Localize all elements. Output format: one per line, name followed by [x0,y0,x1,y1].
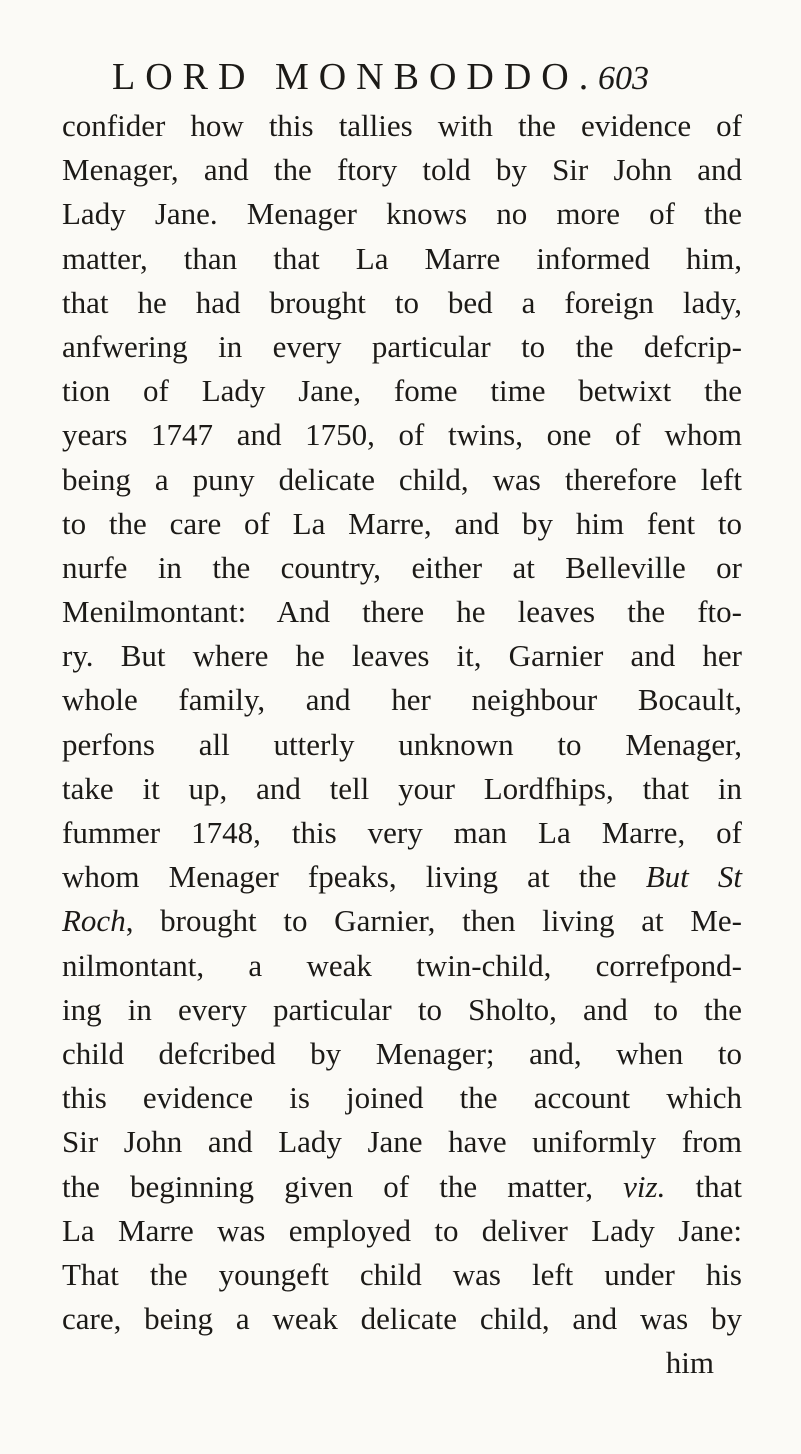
text-line [62,1165,742,1209]
text-line: fummer 1748, this very man La Marre, of [62,815,742,850]
italic-text: viz. [623,1168,666,1204]
text-segment: , brought to Garnier, then living at Me- [125,903,742,939]
text-line: matter, than that La Marre informed him, [62,240,742,276]
italic-text: Roch [62,903,126,939]
text-segment: that [665,1168,742,1204]
text-line: La Marre was employed to deliver Lady Jane: [62,1212,742,1248]
catchword: him [665,1345,714,1381]
text-line [62,899,742,943]
text-line: confider how this tallies with the evidence of [62,108,742,143]
text-line: that he had brought to bed a foreign lady, [62,284,742,320]
text-line: take it up, and tell your Lordfhips, that in [62,770,742,806]
text-line: perfons all utterly unknown to Menager, [62,726,742,762]
running-head: LORD MONBODDO. [112,56,599,98]
text-line: care, being a weak delicate child, and was by [62,1301,742,1337]
text-line: whole family, and her neighbour Bocault, [62,682,742,718]
text-line [62,855,742,899]
text-line: ry. But where he leaves it, Garnier and her [62,638,742,674]
text-line: Menager, and the ftory told by Sir John and [62,152,742,188]
text-segment: whom Menager fpeaks, living at the [62,859,646,895]
text-line: nilmontant, a weak twin-child, correfpond- [62,947,742,983]
page-number: 603 [598,60,649,97]
text-line: this evidence is joined the account which [62,1080,742,1116]
text-line: That the youngeft child was left under his [62,1256,742,1292]
text-line: nurfe in the country, either at Belleville or [62,549,742,585]
text-line: to the care of La Marre, and by him fent to [62,505,742,541]
text-line: tion of Lady Jane, fome time betwixt the [62,373,742,409]
text-line: child defcribed by Menager; and, when to [62,1035,742,1071]
page-header [112,52,712,102]
text-line: being a puny delicate child, was therefore left [62,461,742,497]
text-line: Sir John and Lady Jane have uniformly from [62,1124,742,1160]
text-line: ing in every particular to Sholto, and to the [62,991,742,1027]
text-line: years 1747 and 1750, of twins, one of whom [62,417,742,453]
text-line: Lady Jane. Menager knows no more of the [62,196,742,232]
body-text [62,104,742,1385]
italic-text: But St [645,859,742,895]
text-line: Menilmontant: And there he leaves the fto- [62,594,742,630]
text-segment: the beginning given of the matter, [62,1168,624,1204]
text-line: anfwering in every particular to the defcrip- [62,328,742,364]
